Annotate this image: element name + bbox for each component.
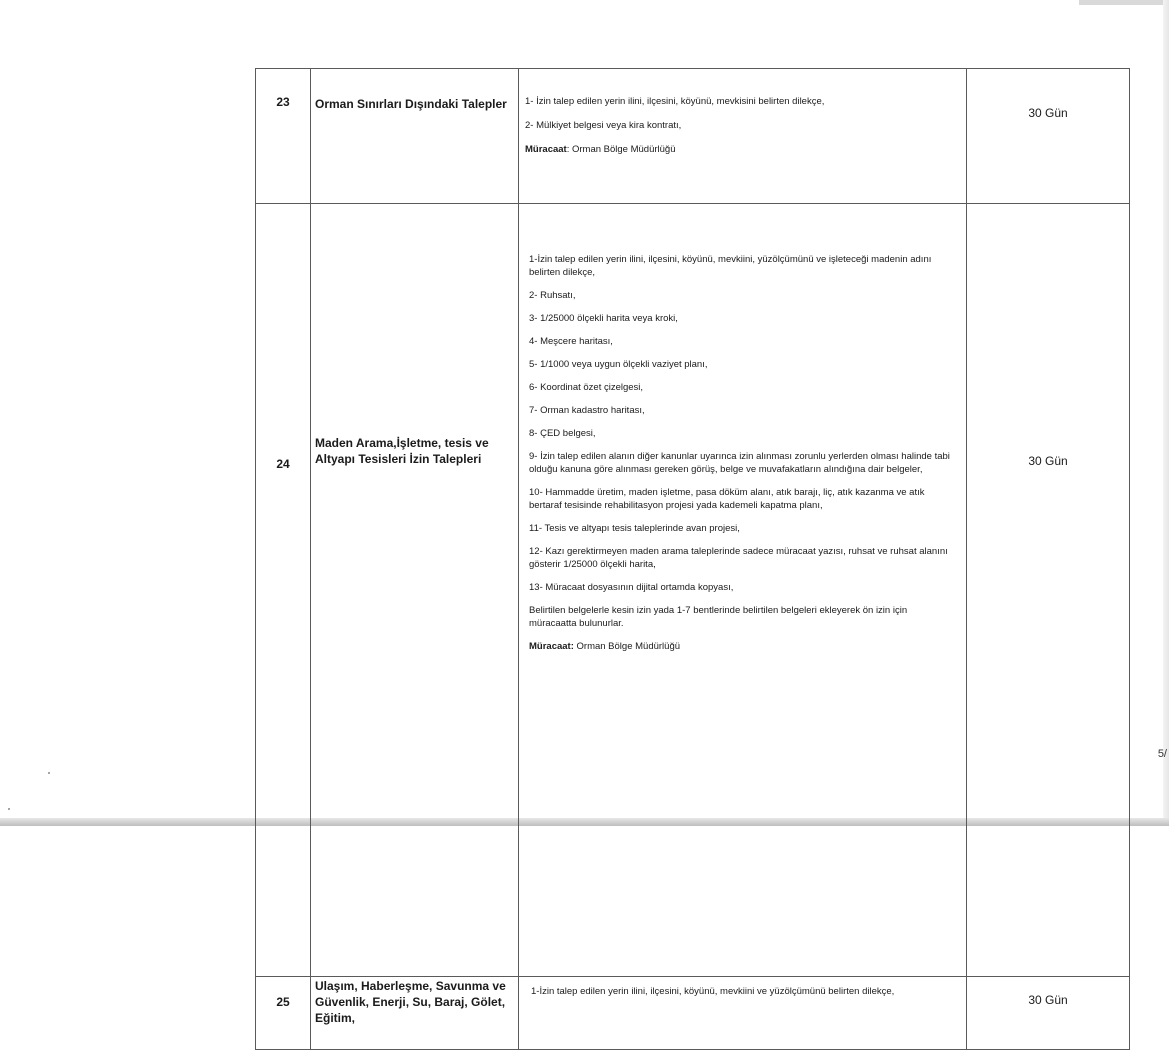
requirement-item: 13- Müracaat dosyasının dijital ortamda kopyası, bbox=[529, 582, 734, 593]
duration-cell: 30 Gün bbox=[967, 977, 1130, 1050]
permit-requirements-table bbox=[255, 68, 1130, 1050]
requirement-item: 2- Mülkiyet belgesi veya kira kontratı, bbox=[525, 120, 682, 131]
row-number: 23 bbox=[256, 69, 311, 204]
requirement-item: 1- İzin talep edilen yerin ilini, ilçesini, köyünü, mevkisini belirten dilekçe, bbox=[525, 96, 825, 107]
row-title: Ulaşım, Haberleşme, Savunma ve Güvenlik, Enerji, Su, Baraj, Gölet, Eğitim, bbox=[311, 977, 519, 1050]
row-number: 25 bbox=[256, 977, 311, 1050]
requirement-item: 8- ÇED belgesi, bbox=[529, 428, 596, 439]
requirement-item: 10- Hammadde üretim, maden işletme, pasa döküm alanı, atık barajı, liç, atık kazanma ve atık bertaraf tesisinde rehabilitasyon projesi yada kademeli kapatma planı, bbox=[529, 487, 925, 511]
scan-speck bbox=[48, 772, 50, 774]
application-line bbox=[529, 640, 956, 653]
requirement-item: 1-İzin talep edilen yerin ilini, ilçesini, köyünü, mevkiini, yüzölçümünü ve işleteceği madenin adını belirten dilekçe, bbox=[529, 254, 932, 278]
requirement-note: Belirtilen belgelerle kesin izin yada 1-7 bentlerinde belirtilen belgeleri ekleyerek ön izin için müracaatta bulunurlar. bbox=[529, 605, 908, 629]
requirement-item: 11- Tesis ve altyapı tesis taleplerinde avan projesi, bbox=[529, 523, 740, 534]
requirements-cell bbox=[519, 204, 967, 977]
requirement-item: 6- Koordinat özet çizelgesi, bbox=[529, 382, 644, 393]
requirement-item: 2- Ruhsatı, bbox=[529, 290, 576, 301]
table-row bbox=[256, 977, 1130, 1050]
requirement-item: 4- Meşcere haritası, bbox=[529, 336, 613, 347]
duration-cell: 30 Gün bbox=[967, 204, 1130, 977]
page-number: 5/ bbox=[1157, 748, 1167, 760]
requirements-cell bbox=[519, 977, 967, 1050]
row-number: 24 bbox=[256, 204, 311, 977]
application-value: : Orman Bölge Müdürlüğü bbox=[566, 144, 676, 155]
scan-artifact-right-edge bbox=[1163, 0, 1169, 826]
scan-artifact-top bbox=[1079, 0, 1169, 5]
table-row bbox=[256, 69, 1130, 204]
application-label: Müracaat: bbox=[529, 641, 574, 652]
row-title: Maden Arama,İşletme, tesis ve Altyapı Tesisleri İzin Talepleri bbox=[311, 204, 519, 977]
application-label: Müracaat bbox=[525, 144, 567, 155]
requirement-item: 12- Kazı gerektirmeyen maden arama taleplerinde sadece müracaat yazısı, ruhsat ve ruhsat alanını gösterir 1/25000 ölçekli harita, bbox=[529, 546, 948, 570]
row-title: Orman Sınırları Dışındaki Talepler bbox=[311, 69, 519, 204]
duration-cell: 30 Gün bbox=[967, 69, 1130, 204]
requirement-item: 3- 1/25000 ölçekli harita veya kroki, bbox=[529, 313, 678, 324]
scan-speck bbox=[8, 808, 10, 810]
requirement-item: 9- İzin talep edilen alanın diğer kanunlar uyarınca izin alınması zorunlu yerlerden olması halinde tabi olduğu kanuna göre alınması gereken görüş, belge ve muvafakatların alındığına dair belgeler, bbox=[529, 451, 950, 475]
requirement-item: 7- Orman kadastro haritası, bbox=[529, 405, 645, 416]
application-value: Orman Bölge Müdürlüğü bbox=[573, 641, 681, 652]
requirements-cell bbox=[519, 69, 967, 204]
requirement-item: 1-İzin talep edilen yerin ilini, ilçesini, köyünü, mevkiini ve yüzölçümünü belirten dilekçe, bbox=[531, 986, 895, 997]
table-row bbox=[256, 204, 1130, 977]
requirement-item: 5- 1/1000 veya uygun ölçekli vaziyet planı, bbox=[529, 359, 708, 370]
application-line bbox=[525, 143, 958, 156]
